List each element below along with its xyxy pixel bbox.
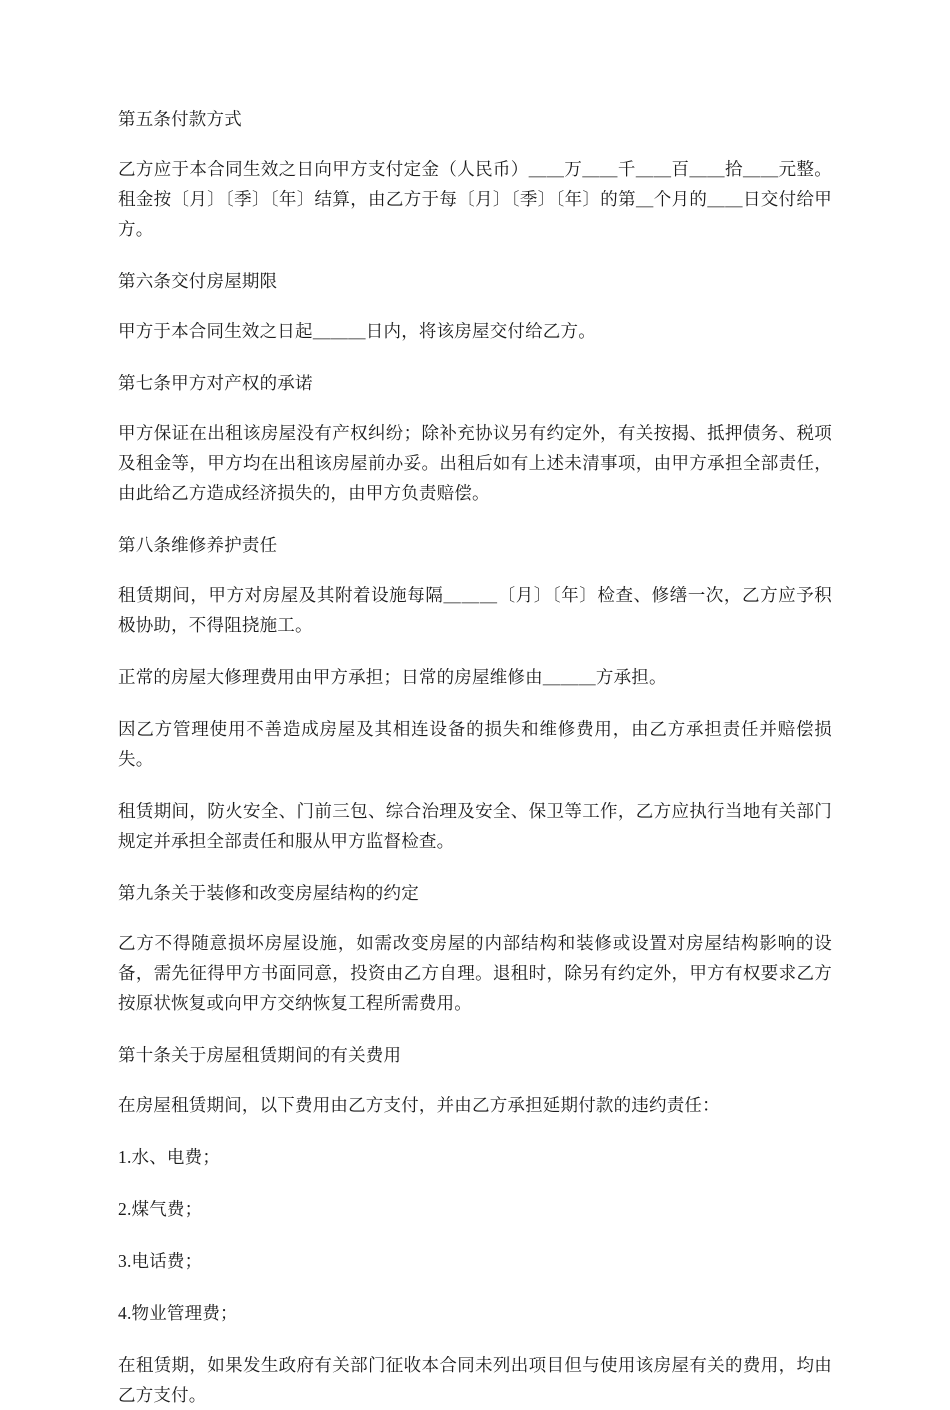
section-6-heading: 第六条交付房屋期限 (118, 271, 278, 291)
spacer (118, 1224, 832, 1246)
section-8-body-1: 租赁期间，甲方对房屋及其附着设施每隔＿＿＿〔月〕〔年〕检查、修缮一次，乙方应予积极协助，不得阻挠施工。 (118, 585, 832, 635)
section-8-heading: 第八条维修养护责任 (118, 535, 278, 555)
spacer (118, 1018, 832, 1040)
section-10-closing: 在租赁期，如果发生政府有关部门征收本合同未列出项目但与使用该房屋有关的费用，均由乙方支付。 (118, 1355, 832, 1405)
section-8-body-4: 租赁期间，防火安全、门前三包、综合治理及安全、保卫等工作，乙方应执行当地有关部门规定并承担全部责任和服从甲方监督检查。 (118, 801, 832, 851)
spacer (118, 1328, 832, 1350)
document-body (118, 104, 832, 1410)
section-7-heading: 第七条甲方对产权的承诺 (118, 373, 313, 393)
section-8-body-2: 正常的房屋大修理费用由甲方承担；日常的房屋维修由＿＿＿方承担。 (118, 667, 667, 687)
section-6-body: 甲方于本合同生效之日起＿＿＿日内，将该房屋交付给乙方。 (118, 321, 596, 341)
fee-item-2: 2.煤气费； (118, 1199, 203, 1219)
fee-item-1: 1.水、电费； (118, 1147, 221, 1167)
section-5-body: 乙方应于本合同生效之日向甲方支付定金（人民币）＿＿万＿＿千＿＿百＿＿拾＿＿元整。租金按〔月〕〔季〕〔年〕结算，由乙方于每〔月〕〔季〕〔年〕的第＿个月的＿＿日交付给甲方。 (118, 159, 832, 239)
spacer (118, 640, 832, 662)
section-5-heading: 第五条付款方式 (118, 109, 242, 129)
spacer (118, 1120, 832, 1142)
spacer (118, 774, 832, 796)
section-10-heading: 第十条关于房屋租赁期间的有关费用 (118, 1045, 402, 1065)
section-10-body: 在房屋租赁期间，以下费用由乙方支付，并由乙方承担延期付款的违约责任： (118, 1095, 720, 1115)
fee-item-3: 3.电话费； (118, 1251, 203, 1271)
spacer (118, 398, 832, 418)
spacer (118, 346, 832, 368)
spacer (118, 1276, 832, 1298)
spacer (118, 692, 832, 714)
section-8-body-3: 因乙方管理使用不善造成房屋及其相连设备的损失和维修费用，由乙方承担责任并赔偿损失。 (118, 719, 832, 769)
spacer (118, 856, 832, 878)
section-7-body: 甲方保证在出租该房屋没有产权纠纷；除补充协议另有约定外，有关按揭、抵押债务、税项及租金等，甲方均在出租该房屋前办妥。出租后如有上述未清事项，由甲方承担全部责任，由此给乙方造成经济损失的，由甲方负责赔偿。 (118, 423, 832, 503)
spacer (118, 134, 832, 154)
spacer (118, 908, 832, 928)
spacer (118, 1172, 832, 1194)
section-9-body: 乙方不得随意损坏房屋设施，如需改变房屋的内部结构和装修或设置对房屋结构影响的设备，需先征得甲方书面同意，投资由乙方自理。退租时，除另有约定外，甲方有权要求乙方按原状恢复或向甲方交纳恢复工程所需费用。 (118, 933, 832, 1013)
spacer (118, 1070, 832, 1090)
section-9-heading: 第九条关于装修和改变房屋结构的约定 (118, 883, 419, 903)
spacer (118, 244, 832, 266)
spacer (118, 508, 832, 530)
spacer (118, 296, 832, 316)
spacer (118, 560, 832, 580)
fee-item-4: 4.物业管理费； (118, 1303, 238, 1323)
